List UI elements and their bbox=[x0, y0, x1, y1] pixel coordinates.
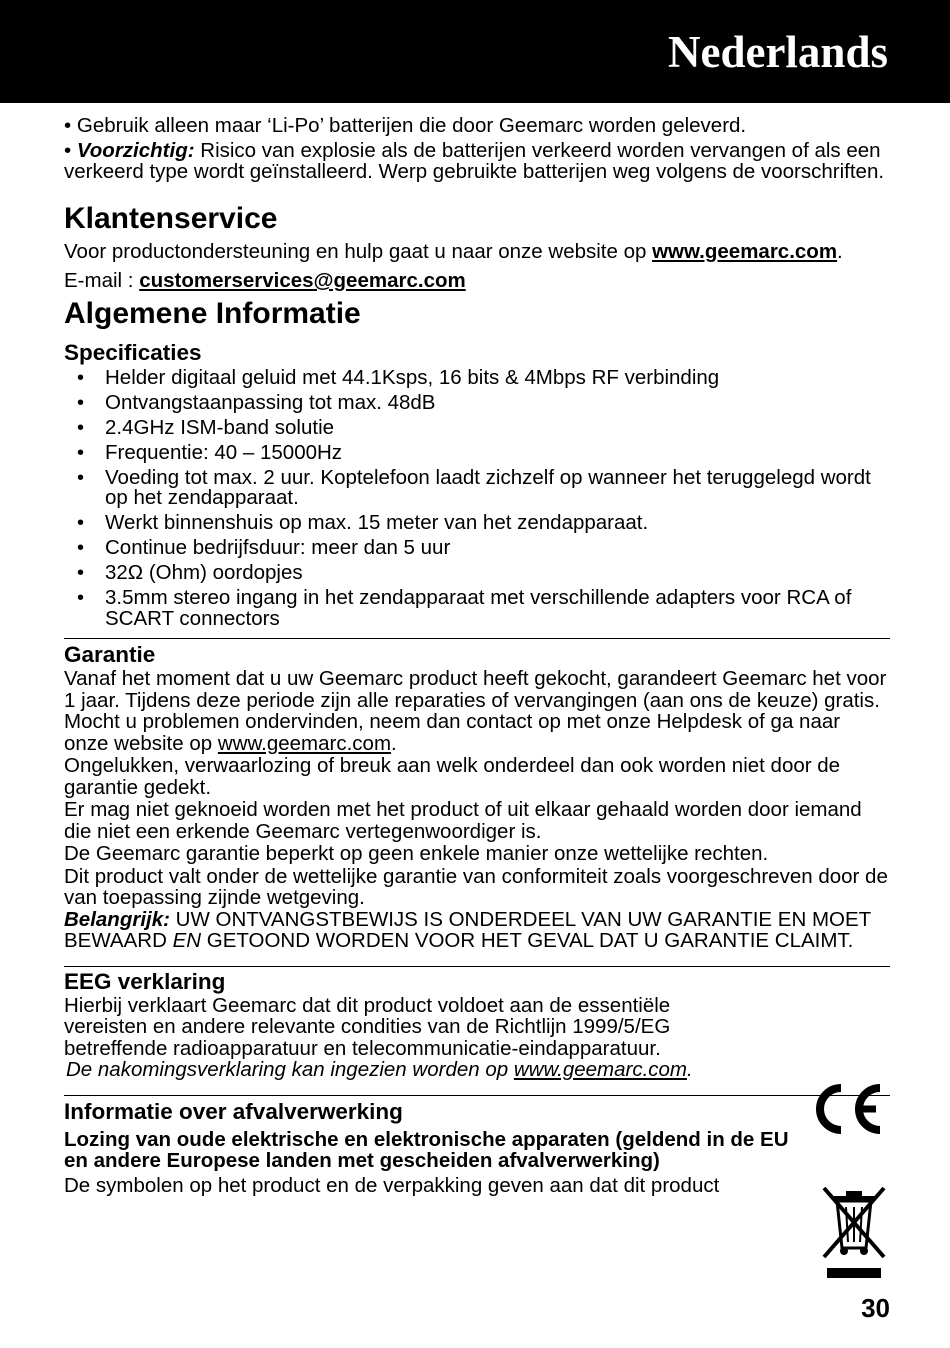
bullet-icon: • bbox=[77, 441, 85, 464]
bullet-icon: • bbox=[77, 537, 85, 559]
spec-item bbox=[64, 415, 890, 439]
weee-crossed-bin-icon bbox=[821, 1185, 887, 1280]
page-content bbox=[64, 115, 890, 1196]
website-link[interactable]: www.geemarc.com bbox=[652, 239, 838, 263]
klantenservice-text bbox=[64, 241, 890, 263]
garantie-heading: Garantie bbox=[64, 642, 156, 667]
garantie-period: . bbox=[391, 731, 397, 755]
section-divider bbox=[64, 1095, 890, 1096]
spec-item bbox=[64, 563, 890, 584]
afval-bold-text: Lozing van oude elektrische en elektronische apparaten (geldend in de EU en andere Europese landen met gescheiden afvalverwerking) bbox=[64, 1127, 789, 1172]
page-number: 30 bbox=[861, 1293, 890, 1323]
specificaties-heading: Specificaties bbox=[64, 339, 202, 365]
garantie-paragraph-2: Ongelukken, verwaarlozing of breuk aan welk onderdeel dan ook worden niet door de garantie gedekt. bbox=[64, 754, 841, 799]
battery-note-bullet: • bbox=[64, 138, 77, 162]
bullet-icon: • bbox=[77, 416, 85, 439]
ce-mark-icon bbox=[808, 1080, 884, 1138]
eeg-website-link[interactable]: www.geemarc.com bbox=[513, 1058, 688, 1081]
garantie-paragraph-1 bbox=[64, 668, 890, 754]
spec-text: Continue bedrijfsduur: meer dan 5 uur bbox=[105, 536, 451, 559]
spec-text: Voeding tot max. 2 uur. Koptelefoon laadt zichzelf op wanneer het teruggelegd wordt op het zendapparaat. bbox=[105, 465, 871, 509]
garantie-paragraph-4: De Geemarc garantie beperkt op geen enkele manier onze wettelijke rechten. bbox=[64, 842, 769, 865]
bullet-icon: • bbox=[77, 366, 85, 389]
eeg-italic-text: De nakomingsverklaring kan ingezien worden op bbox=[66, 1058, 514, 1081]
caution-text: Risico van explosie als de batterijen verkeerd worden vervangen of als een verkeerd type wordt geïnstalleerd. Werp gebruikte batterijen weg volgens de voorschriften. bbox=[64, 138, 885, 183]
important-emphasis: EN bbox=[172, 929, 202, 952]
garantie-website-link[interactable]: www.geemarc.com bbox=[217, 731, 392, 755]
eeg-conformity-note bbox=[66, 1059, 890, 1081]
caution-label: Voorzichtig: bbox=[76, 138, 195, 162]
important-label: Belangrijk: bbox=[64, 907, 170, 931]
important-text-2: GETOOND WORDEN VOOR HET GEVAL DAT U GARANTIE CLAIMT. bbox=[201, 929, 854, 952]
important-text-1: UW ONTVANGSTBEWIJS IS ONDERDEEL VAN UW GARANTIE EN MOET BEWAARD bbox=[64, 907, 871, 952]
spec-text: Werkt binnenshuis op max. 15 meter van het zendapparaat. bbox=[105, 511, 649, 534]
spec-list bbox=[64, 365, 890, 630]
email-line bbox=[64, 270, 890, 292]
battery-note-1: • Gebruik alleen maar ‘Li-Po’ batterijen die door Geemarc worden geleverd. bbox=[64, 114, 747, 137]
spec-item bbox=[64, 365, 890, 389]
bullet-icon: • bbox=[77, 466, 85, 489]
afval-text: De symbolen op het product en de verpakking geven aan dat dit product bbox=[64, 1173, 720, 1197]
afval-heading: Informatie over afvalverwerking bbox=[64, 1098, 403, 1124]
language-title: Nederlands bbox=[667, 27, 888, 77]
section-divider bbox=[64, 638, 890, 639]
section-divider bbox=[64, 966, 890, 967]
klantenservice-period: . bbox=[837, 239, 843, 263]
spec-text: Ontvangstaanpassing tot max. 48dB bbox=[105, 390, 436, 414]
spec-item bbox=[64, 513, 890, 534]
spec-item bbox=[64, 440, 890, 464]
email-link[interactable]: customerservices@geemarc.com bbox=[139, 269, 466, 292]
spec-item bbox=[64, 538, 890, 559]
bullet-icon: • bbox=[77, 562, 85, 584]
spec-text: Helder digitaal geluid met 44.1Ksps, 16 bits & 4Mbps RF verbinding bbox=[105, 365, 720, 389]
spec-text: 3.5mm stereo ingang in het zendapparaat met verschillende adapters voor RCA of SCART connectors bbox=[105, 586, 852, 630]
garantie-paragraph-5: Dit product valt onder de wettelijke garantie van conformiteit zoals voorgeschreven door de van toepassing zijnde wetgeving. bbox=[64, 864, 888, 909]
eeg-italic-period: . bbox=[687, 1058, 693, 1081]
garantie-important bbox=[64, 909, 890, 952]
eeg-text: Hierbij verklaart Geemarc dat dit product voldoet aan de essentiële vereisten en andere relevante condities van de Richtlijn 1999/5/EG betreffende radioapparatuur en telecommunicatie-eindapparatuur. bbox=[64, 993, 671, 1060]
eeg-heading: EEG verklaring bbox=[64, 968, 226, 994]
klantenservice-heading: Klantenservice bbox=[64, 201, 278, 235]
spec-item bbox=[64, 588, 890, 629]
algemene-informatie-heading: Algemene Informatie bbox=[64, 296, 361, 330]
spec-item bbox=[64, 465, 890, 509]
battery-warnings bbox=[64, 115, 890, 183]
garantie-paragraph-3: Er mag niet geknoeid worden met het product of uit elkaar gehaald worden door iemand die niet een erkende Geemarc vertegenwoordiger is. bbox=[64, 798, 862, 843]
bullet-icon: • bbox=[77, 587, 85, 609]
spec-text: 2.4GHz ISM-band solutie bbox=[105, 415, 335, 439]
garantie-text: Vanaf het moment dat u uw Geemarc product heeft gekocht, garandeert Geemarc het voor 1 jaar. Tijdens deze periode zijn alle reparaties of vervangingen (aan ons de keuze) gratis. Mocht u problemen ondervinden, neem dan contact op met onze Helpdesk of ga naar onze website op bbox=[64, 667, 887, 755]
spec-text: 32Ω (Ohm) oordopjes bbox=[105, 561, 303, 584]
spec-item bbox=[64, 390, 890, 414]
battery-note-2 bbox=[64, 140, 890, 183]
klantenservice-description: Voor productondersteuning en hulp gaat u naar onze website op bbox=[64, 239, 653, 263]
bullet-icon: • bbox=[77, 391, 85, 414]
bullet-icon: • bbox=[77, 512, 85, 534]
spec-text: Frequentie: 40 – 15000Hz bbox=[105, 440, 343, 464]
language-header-bar bbox=[0, 0, 950, 103]
email-label: E-mail : bbox=[64, 269, 140, 292]
